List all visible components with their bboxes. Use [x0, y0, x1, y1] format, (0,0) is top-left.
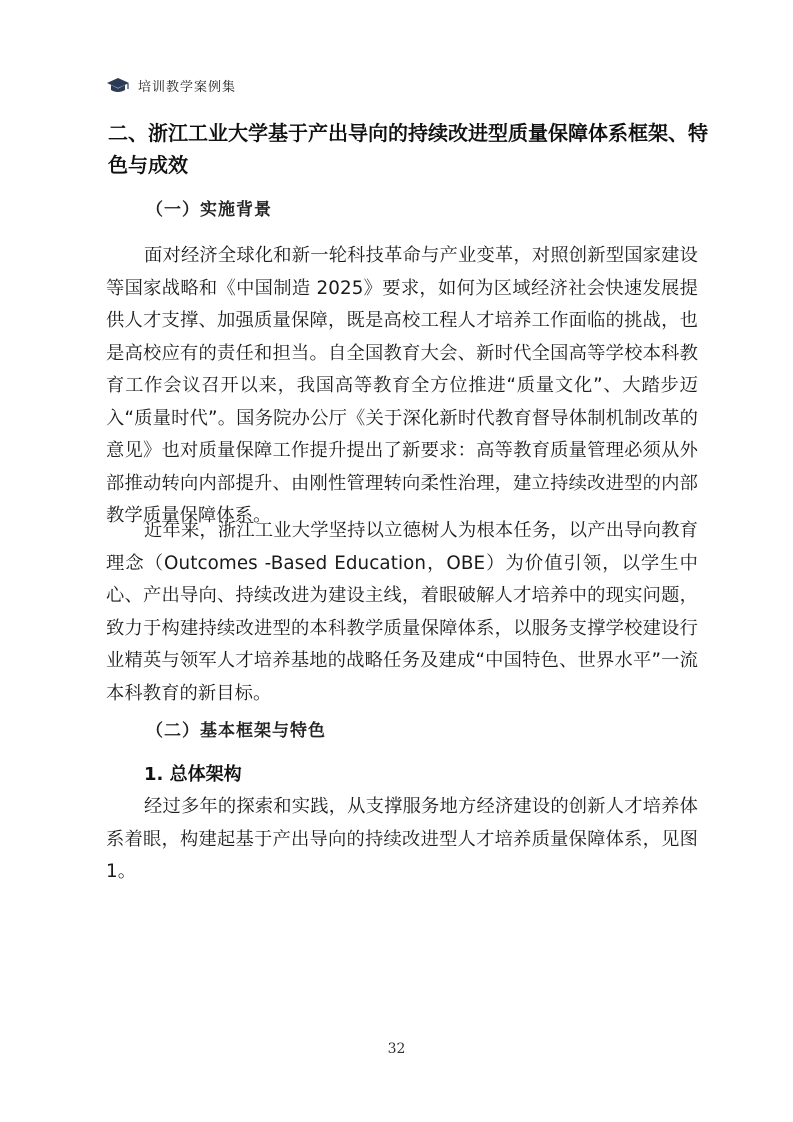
- subsection-heading-background: （一）实施背景: [146, 200, 272, 220]
- subsection-heading-framework: （二）基本框架与特色: [146, 721, 326, 741]
- item-heading-overall-architecture: 1. 总体架构: [144, 764, 242, 785]
- graduation-cap-icon: [106, 77, 130, 95]
- running-header-title: 培训教学案例集: [138, 80, 237, 95]
- paragraph-overall-architecture: 经过多年的探索和实践，从支撑服务地方经济建设的创新人才培养体系着眼，构建起基于产出导向的持续改进型人才培养质量保障体系，见图 1。: [106, 796, 698, 882]
- section-title: 二、浙江工业大学基于产出导向的持续改进型质量保障体系框架、特色与成效: [108, 121, 708, 177]
- paragraph-background-1: 面对经济全球化和新一轮科技革命与产业变革，对照创新型国家建设等国家战略和《中国制造 2025》要求，如何为区域经济社会快速发展提供人才支撑、加强质量保障，既是高校工程人才培养工作面临的挑战，也是高校应有的责任和担当。自全国教育大会、新时代全国高等学校本科教育工作会议召开以来，我国高等教育全方位推进“质量文化”、大踏步迈入“质量时代”。国务院办公厅《关于深化新时代教育督导体制机制改革的意见》也对质量保障工作提升提出了新要求：高等教育质量管理必须从外部推动转向内部提升、由刚性管理转向柔性治理，建立持续改进型的内部教学质量保障体系。: [106, 245, 698, 526]
- page-number: 32: [387, 1041, 406, 1057]
- running-header: [106, 76, 236, 95]
- paragraph-background-2: 近年来，浙江工业大学坚持以立德树人为根本任务，以产出导向教育理念（Outcomes -Based Education，OBE）为价值引领，以学生中心、产出导向、持续改进为建设主线，着眼破解人才培养中的现实问题，致力于构建持续改进型的本科教学质量保障体系，以服务支撑学校建设行业精英与领军人才培养基地的战略任务及建成“中国特色、世界水平”一流本科教育的新目标。: [106, 520, 698, 704]
